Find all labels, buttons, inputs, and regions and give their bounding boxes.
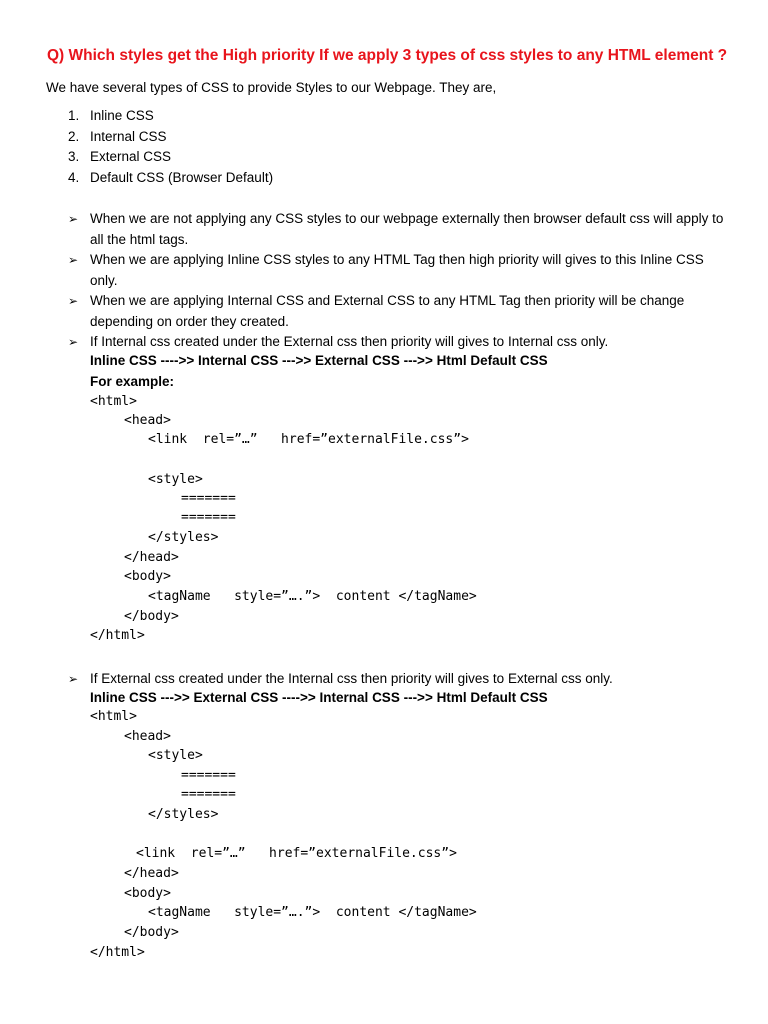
list-label: Default CSS (Browser Default) [90, 169, 274, 185]
priority-order-1: Inline CSS ---->> Internal CSS --->> External CSS --->> Html Default CSS [90, 353, 548, 368]
question-heading: Q) Which styles get the High priority If we apply 3 types of css styles to any HTML element ? [47, 47, 728, 64]
bullet-item [68, 291, 730, 332]
list-item [68, 108, 273, 129]
bullet-item [68, 332, 730, 353]
arrow-bullet-icon: ➢ [68, 212, 79, 226]
bullet-item [68, 209, 730, 250]
code-line: </body> [124, 609, 179, 624]
arrow-bullet-icon: ➢ [68, 253, 79, 267]
list-item [68, 170, 273, 191]
code-line: <html> [90, 394, 137, 409]
bullet-item [68, 669, 730, 690]
list-label: Inline CSS [90, 108, 154, 123]
bullet-text: When we are applying Internal CSS and External CSS to any HTML Tag then priority will be change depending on order they created. [90, 293, 685, 329]
bullet-item [68, 250, 730, 291]
code-line: </html> [90, 628, 145, 643]
code-line: <body> [124, 569, 171, 584]
code-line: <style> [148, 748, 203, 763]
code-line: <html> [90, 709, 137, 724]
code-line: <head> [124, 729, 171, 744]
list-item [68, 129, 273, 150]
arrow-bullet-icon: ➢ [68, 335, 79, 349]
code-line: ======= [181, 510, 236, 525]
code-line: </styles> [148, 807, 219, 822]
arrow-bullet-icon: ➢ [68, 672, 79, 686]
code-line: <body> [124, 886, 171, 901]
code-line: <tagName style=”….”> content </tagName> [148, 589, 477, 604]
for-example-label: For example: [90, 374, 175, 389]
list-number: 3. [68, 149, 80, 164]
list-number: 4. [68, 169, 80, 185]
list-label: Internal CSS [90, 128, 167, 144]
list-item [68, 149, 273, 170]
code-line: ======= [181, 491, 236, 506]
code-line: </head> [124, 866, 179, 881]
list-number: 1. [68, 108, 80, 123]
code-line: <tagName style=”….”> content </tagName> [148, 905, 477, 920]
priority-order-2: Inline CSS --->> External CSS ---->> Internal CSS --->> Html Default CSS [90, 690, 548, 705]
css-types-list [68, 108, 273, 190]
code-line: </head> [124, 550, 179, 565]
bullet-text: If Internal css created under the External css then priority will gives to Internal css only. [90, 334, 609, 349]
list-label: External CSS [90, 149, 172, 164]
bullet-text: When we are not applying any CSS styles to our webpage externally then browser default css will apply to all the html tags. [90, 211, 724, 247]
bullet-text: When we are applying Inline CSS styles to any HTML Tag then high priority will gives to this Inline CSS only. [90, 252, 704, 288]
code-line: </html> [90, 945, 145, 960]
code-line: <style> [148, 472, 203, 487]
code-line: ======= [181, 787, 236, 802]
arrow-bullet-icon: ➢ [68, 294, 79, 308]
list-number: 2. [68, 128, 80, 144]
code-line: </styles> [148, 530, 219, 545]
code-line: <link rel=”…” href=”externalFile.css”> [148, 432, 469, 447]
code-line: ======= [181, 768, 236, 783]
code-line: <link rel=”…” href=”externalFile.css”> [136, 846, 457, 861]
intro-text: We have several types of CSS to provide Styles to our Webpage. They are, [46, 80, 497, 95]
code-line: </body> [124, 925, 179, 940]
code-line: <head> [124, 413, 171, 428]
bullet-text: If External css created under the Internal css then priority will gives to External css only. [90, 671, 613, 686]
